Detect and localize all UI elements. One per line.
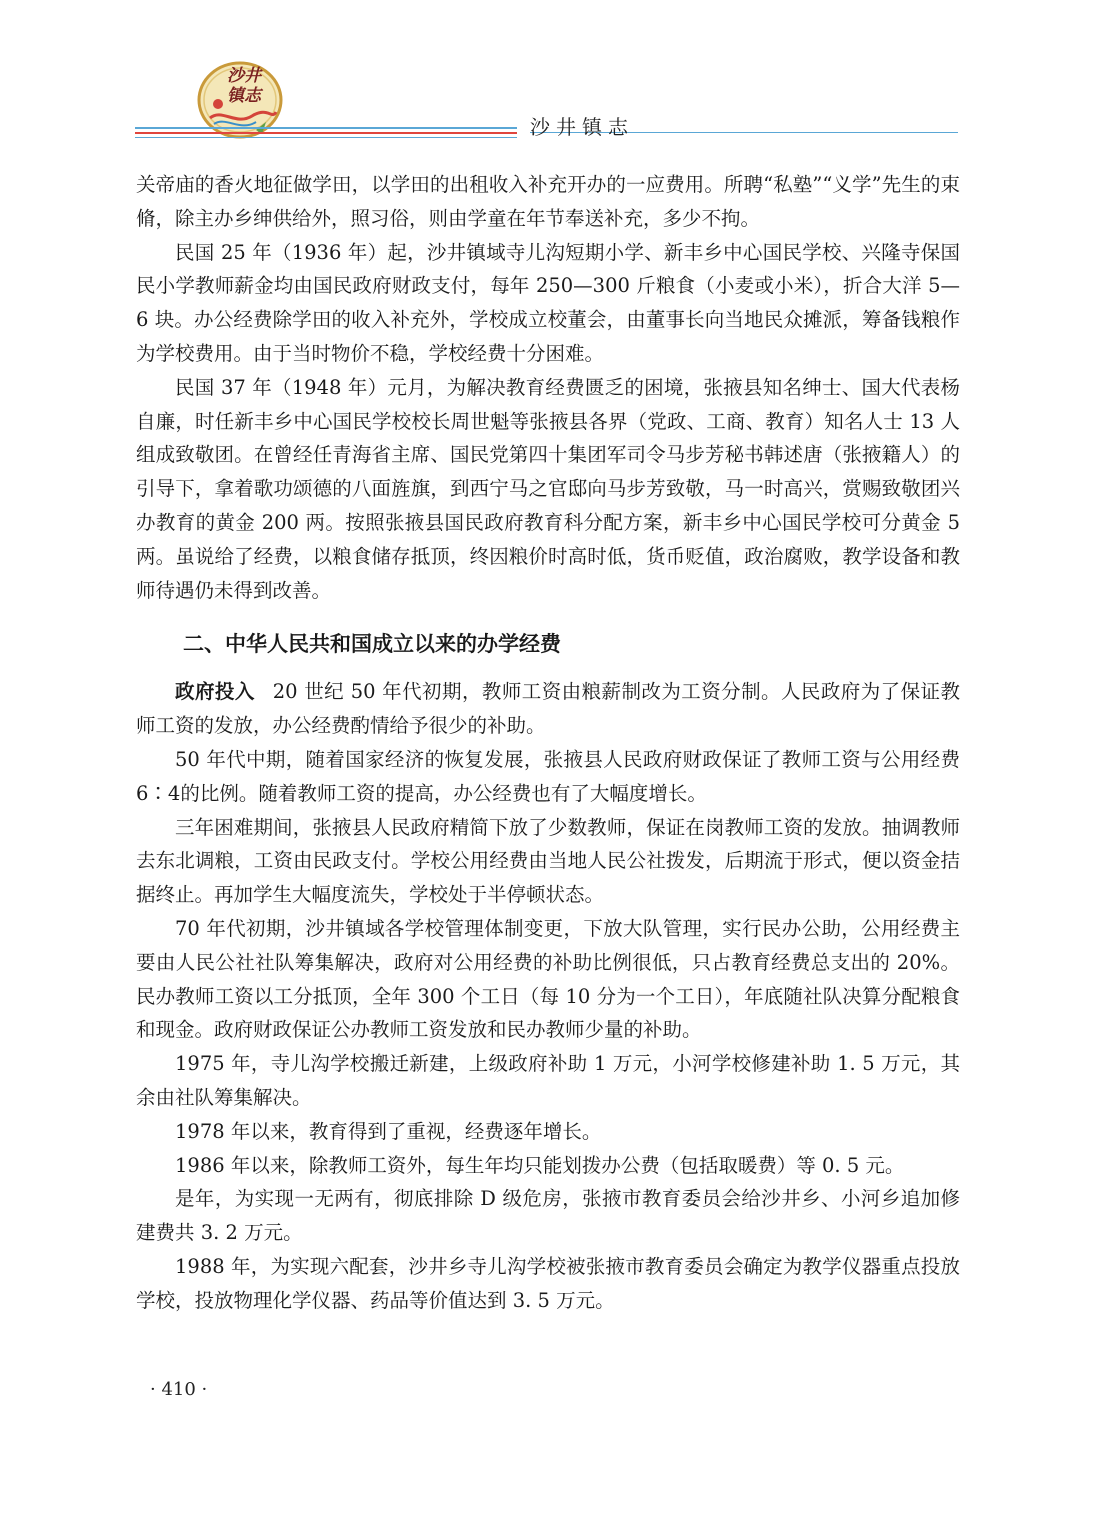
header-rule-red (135, 132, 517, 134)
body-paragraph: 50 年代中期，随着国家经济的恢复发展，张掖县人民政府财政保证了教师工资与公用经费 6∶4的比例。随着教师工资的提高，办公经费也有了大幅度增长。 (136, 747, 960, 805)
body-paragraph: 1988 年，为实现六配套，沙井乡寺儿沟学校被张掖市教育委员会确定为教学仪器重点投放学校，投放物理化学仪器、药品等价值达到 3. 5 万元。 (136, 1254, 960, 1312)
running-head-title: 沙井镇志 (530, 115, 634, 139)
body-paragraph: 民国 37 年（1948 年）元月，为解决教育经费匮乏的困境，张掖县知名绅士、国大代表杨自廉，时任新丰乡中心国民学校校长周世魁等张掖县各界（党政、工商、教育）知名人士 13 人组成致敬团。在曾经任青海省主席、国民党第四十集团军司令马步芳秘书韩述唐（张掖籍人）的引导下，拿着歌功颂德的八面旌旗，到西宁马之官邸向马步芳致敬，马一时高兴，赏赐致敬团兴办教育的黄金 200 两。按照张掖县国民政府教育科分配方案，新丰乡中心国民学校可分黄金 5 两。虽说给了经费，以粮食储存抵顶，终因粮价时高时低，货币贬值，政治腐败，教学设备和教师待遇仍未得到改善。 (136, 375, 960, 602)
body-paragraph: 1986 年以来，除教师工资外，每生年均只能划拨办公费（包括取暖费）等 0. 5 元。 (175, 1153, 905, 1177)
header-rule-blue-thin (135, 137, 517, 138)
body-paragraph: 关帝庙的香火地征做学田，以学田的出租收入补充开办的一应费用。所聘“私塾”“义学”先生的束脩，除主办乡绅供给外，照习俗，则由学童在年节奉送补充，多少不拘。 (136, 173, 960, 230)
header-rule-blue (135, 127, 517, 129)
body-paragraph: 三年困难期间，张掖县人民政府精简下放了少数教师，保证在岗教师工资的发放。抽调教师去东北调粮，工资由民政支付。学校公用经费由当地人民公社拨发，后期流于形式，便以资金拮据终止。再加学生大幅度流失，学校处于半停顿状态。 (136, 815, 960, 907)
lead-text: 20 世纪 50 年代初期，教师工资由粮薪制改为工资分制。人民政府为了保证教师工资的发放，办公经费酌情给予很少的补助。 (136, 680, 960, 738)
logo-lettering: 沙井镇志 (227, 66, 261, 106)
page-header (0, 0, 1093, 150)
body-paragraph: 民国 25 年（1936 年）起，沙井镇域寺儿沟短期小学、新丰乡中心国民学校、兴隆寺保国民小学教师薪金均由国民政府财政支付，每年 250—300 斤粮食（小麦或小米），折合大洋 5—6 块。办公经费除学田的收入补充外，学校成立校董会，由董事长向当地民众摊派，筹备钱粮作为学校费用。由于当时物价不稳，学校经费十分困难。 (136, 240, 960, 365)
body-paragraph-lead (136, 675, 960, 743)
page-number: · 410 · (150, 1379, 208, 1400)
body-paragraph: 是年，为实现一无两有，彻底排除 D 级危房，张掖市教育委员会给沙井乡、小河乡追加修建费共 3. 2 万元。 (136, 1187, 960, 1245)
body-paragraph: 70 年代初期，沙井镇域各学校管理体制变更，下放大队管理，实行民办公助，公用经费主要由人民公社社队筹集解决，政府对公用经费的补助比例很低，只占教育经费总支出的 20%。民办教师工资以工分抵顶，全年 300 个工日（每 10 分为一个工日），年底随社队决算分配粮食和现金。政府财政保证公办教师工资发放和民办教师少量的补助。 (136, 916, 960, 1042)
section-heading: 二、中华人民共和国成立以来的办学经费 (183, 632, 561, 657)
page-body (136, 168, 960, 1318)
body-paragraph: 1978 年以来，教育得到了重视，经费逐年增长。 (175, 1119, 602, 1143)
body-paragraph: 1975 年，寺儿沟学校搬迁新建，上级政府补助 1 万元，小河学校修建补助 1. 5 万元，其余由社队筹集解决。 (136, 1052, 960, 1109)
lead-term: 政府投入 (175, 680, 255, 704)
